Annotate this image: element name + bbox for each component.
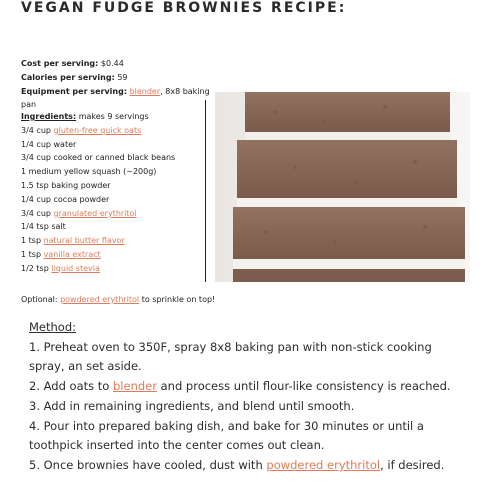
method-heading: Method: — [29, 320, 77, 334]
ingredient-text: 1.5 tsp baking powder — [21, 180, 111, 190]
brownies-photo — [215, 92, 470, 282]
method-blender-link[interactable]: blender — [113, 379, 157, 394]
equipment-blender-link[interactable]: blender — [129, 86, 161, 96]
recipe-info — [21, 57, 221, 112]
ingredient-link[interactable]: gluten-free quick oats — [53, 125, 142, 135]
step2-text-a: 2. Add oats to — [29, 379, 113, 394]
ingredient-text: 1/4 cup cocoa powder — [21, 194, 110, 204]
method-step-1: 1. Preheat oven to 350F, spray 8x8 baking pan with non-stick cooking spray, an set aside. — [29, 339, 432, 374]
calories-label: Calories per serving: — [21, 72, 115, 82]
optional-suffix: to sprinkle on top! — [139, 295, 216, 304]
optional-prefix: Optional: — [21, 295, 61, 304]
ingredient-text: 1 medium yellow squash (~200g) — [21, 167, 157, 177]
ingredient-item — [21, 220, 206, 234]
ingredient-item — [21, 124, 206, 138]
ingredient-item — [21, 262, 206, 276]
method-step-3: 3. Add in remaining ingredients, and blend until smooth. — [29, 398, 355, 413]
step5-text-b: , if desired. — [380, 457, 445, 472]
ingredient-text: 1/4 cup water — [21, 139, 77, 149]
optional-note — [21, 293, 241, 307]
ingredient-text: 1 tsp — [21, 236, 44, 246]
brownie-stack-image — [215, 92, 470, 282]
ingredients-header — [21, 110, 206, 124]
equipment-label: Equipment per serving: — [21, 86, 128, 96]
equipment-line — [21, 85, 221, 113]
servings-text: makes 9 servings — [76, 112, 149, 121]
calories-line — [21, 71, 221, 85]
method-powdered-erythritol-link[interactable]: powdered erythritol — [266, 457, 381, 472]
cost-label: Cost per serving: — [21, 59, 99, 68]
ingredient-item — [21, 193, 206, 207]
ingredient-item — [21, 248, 206, 262]
ingredient-item — [21, 179, 206, 193]
ingredient-text: 1/4 tsp salt — [21, 222, 66, 232]
ingredient-text: 3/4 cup cooked or canned black beans — [21, 153, 176, 163]
ingredient-link[interactable]: liquid stevia — [51, 263, 100, 273]
equipment-rest: , 8x8 baking pan — [21, 86, 210, 110]
ingredients-list — [21, 110, 206, 276]
optional-powdered-erythritol-link[interactable]: powdered erythritol — [60, 295, 140, 304]
method-step-4: 4. Pour into prepared baking dish, and bake for 30 minutes or until a toothpick inserted into the center comes out clean. — [29, 418, 424, 453]
ingredient-text: 3/4 cup — [21, 208, 54, 218]
ingredient-link[interactable]: granulated erythritol — [53, 208, 137, 218]
recipe-title: VEGAN FUDGE BROWNIES RECIPE: — [21, 0, 347, 16]
ingredient-item — [21, 138, 206, 152]
ingredient-item — [21, 234, 206, 248]
method-step-2 — [29, 377, 469, 397]
step5-text-a: 5. Once brownies have cooled, dust with — [29, 457, 267, 472]
ingredient-text: 3/4 cup — [21, 125, 54, 135]
method-step-5 — [29, 456, 469, 476]
ingredient-items — [21, 124, 206, 276]
ingredient-text: 1 tsp — [21, 249, 44, 259]
divider-line — [205, 100, 206, 282]
ingredient-link[interactable]: natural butter flavor — [43, 236, 125, 246]
step2-text-b: and process until flour-like consistency is reached. — [156, 379, 451, 394]
cost-value: $0.44 — [100, 59, 124, 68]
ingredient-item — [21, 207, 206, 221]
ingredient-link[interactable]: vanilla extract — [43, 249, 101, 259]
ingredient-text: 1/2 tsp — [21, 263, 52, 273]
ingredient-item — [21, 165, 206, 179]
cost-line — [21, 57, 221, 71]
calories-value: 59 — [117, 72, 128, 82]
ingredient-item — [21, 151, 206, 165]
method-section — [29, 318, 469, 476]
ingredients-heading: Ingredients: — [21, 112, 77, 121]
